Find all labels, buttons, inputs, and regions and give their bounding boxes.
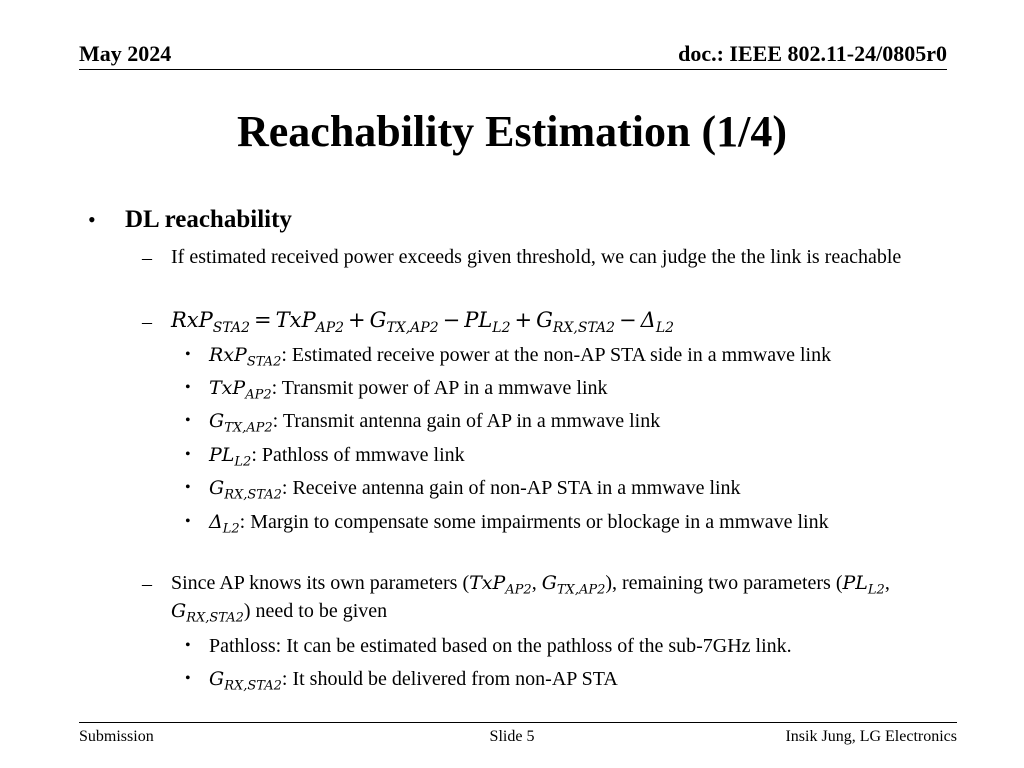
def-rxp: RxP$_{STA2}$: Estimated receive power at the non-AP STA side in a mmwave link — [209, 344, 832, 370]
bullet-marker: • — [185, 446, 191, 463]
footer-divider — [79, 722, 957, 723]
eq-term-pl: $PL_{L2}$ — [464, 308, 511, 336]
def-pl: $PL_{L2}$: Pathloss of mmwave link — [209, 444, 465, 470]
grx-note: $G_{RX,STA2}$: It should be delivered from non-AP STA — [209, 668, 618, 694]
dash-marker: – — [142, 247, 152, 269]
sub-bullet-parameters: Since AP knows its own parameters (TxP$_{AP2}$, $G_{TX,AP2}$), remaining two parameters ($PL_{L2}$, $G_{RX,STA2}$) need to be given — [171, 572, 890, 626]
header-date: May 2024 — [79, 41, 172, 66]
sub-bullet-threshold: If estimated received power exceeds given threshold, we can judge the the link is reachable — [171, 246, 902, 268]
bullet-dl-reachability: DL reachability — [125, 206, 292, 233]
def-delta: $\Delta_{L2}$: Margin to compensate some impairments or blockage in a mmwave link — [209, 511, 829, 537]
def-gtx: $G_{TX,AP2}$: Transmit antenna gain of AP in a mmwave link — [209, 410, 661, 436]
bullet-marker: • — [88, 207, 96, 232]
bullet-marker: • — [185, 479, 191, 496]
footer-author: Insik Jung, LG Electronics — [785, 728, 957, 745]
eq-lhs: RxP$_{STA2}$ — [171, 308, 250, 336]
eq-term-delta: $\Delta_{L2}$ — [640, 308, 675, 336]
bullet-marker: • — [185, 379, 191, 396]
bullet-marker: • — [185, 346, 191, 363]
dash-marker: – — [142, 311, 152, 333]
def-txp: TxP$_{AP2}$: Transmit power of AP in a mmwave link — [209, 377, 608, 403]
slide-title: Reachability Estimation (1/4) — [237, 107, 787, 156]
eq-term-gtx: $G_{TX,AP2}$ — [369, 308, 439, 336]
bullet-marker: • — [185, 412, 191, 429]
def-grx: $G_{RX,STA2}$: Receive antenna gain of non-AP STA in a mmwave link — [209, 477, 741, 503]
eq-term-grx: $G_{RX,STA2}$ — [536, 308, 616, 336]
dash-marker: – — [142, 573, 152, 595]
pathloss-note: Pathloss: It can be estimated based on the pathloss of the sub-7GHz link. — [209, 635, 792, 657]
footer-slide-number: Slide 5 — [489, 728, 535, 745]
bullet-marker: • — [185, 513, 191, 530]
bullet-marker: • — [185, 637, 191, 654]
bullet-marker: • — [185, 670, 191, 687]
footer-submission: Submission — [79, 728, 154, 745]
equation: $RxP_{STA2} = TxP_{AP2} + G_{TX,AP2} - PL_{L2} + G_{RX,STA2} - \Delta_{L2}$ — [171, 308, 675, 336]
eq-term-txp: TxP$_{AP2}$ — [275, 308, 345, 336]
header-doc-id: doc.: IEEE 802.11-24/0805r0 — [678, 41, 947, 66]
header-divider — [79, 69, 947, 70]
